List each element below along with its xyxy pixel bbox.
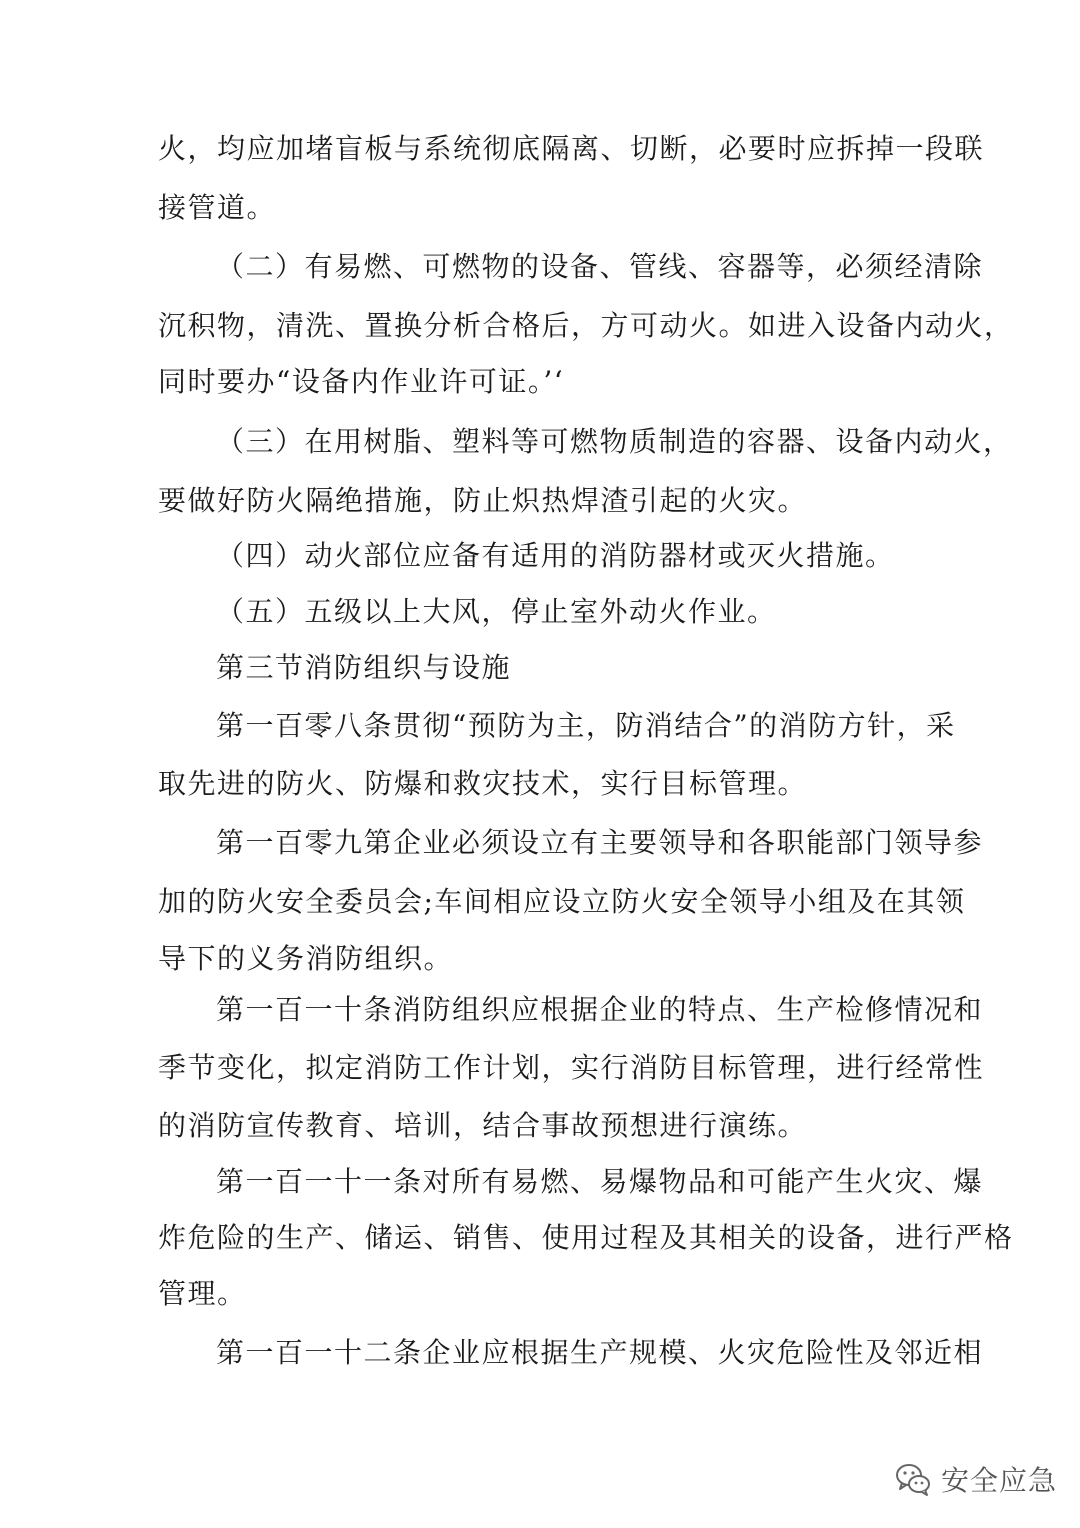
text-line: 第一百一十二条企业应根据生产规模、火灾危险性及邻近相 (216, 1336, 984, 1369)
text-line: 第一百一十条消防组织应根据企业的特点、生产检修情况和 (216, 993, 984, 1026)
text-line: 沉积物，清洗、置换分析合格后，方可动火。如进入设备内动火， (158, 309, 1014, 342)
watermark (893, 1457, 1057, 1501)
text-line: 的消防宣传教育、培训，结合事故预想进行演练。 (158, 1109, 808, 1142)
text-line: 炸危险的生产、储运、销售、使用过程及其相关的设备，进行严格 (158, 1221, 1014, 1254)
section-heading: 第三节消防组织与设施 (216, 651, 512, 684)
text-line: 火，均应加堵盲板与系统彻底隔离、切断，必要时应拆掉一段联 (158, 132, 985, 165)
text-line: 导下的义务消防组织。 (158, 942, 454, 975)
text-line: 第一百一十一条对所有易燃、易爆物品和可能产生火灾、爆 (216, 1165, 984, 1198)
text-line: 管理。 (158, 1277, 247, 1310)
text-line: 要做好防火隔绝措施，防止炽热焊渣引起的火灾。 (158, 484, 808, 517)
text-line: 接管道。 (158, 191, 277, 224)
text-line: 第一百零八条贯彻“预防为主，防消结合”的消防方针，采 (216, 709, 956, 742)
text-line: （二）有易燃、可燃物的设备、管线、容器等，必须经清除 (216, 250, 984, 283)
text-line: 同时要办“设备内作业许可证。’‘ (158, 365, 565, 398)
wechat-icon (893, 1459, 933, 1499)
text-line: 加的防火安全委员会;车间相应设立防火安全领导小组及在其领 (158, 885, 966, 918)
text-line: （五）五级以上大风，停止室外动火作业。 (216, 595, 777, 628)
text-line: 季节变化，拟定消防工作计划，实行消防目标管理，进行经常性 (158, 1051, 985, 1084)
text-line: （三）在用树脂、塑料等可燃物质制造的容器、设备内动火， (216, 425, 1013, 458)
text-line: 第一百零九第企业必须设立有主要领导和各职能部门领导参 (216, 826, 984, 859)
text-line: （四）动火部位应备有适用的消防器材或灭火措施。 (216, 539, 895, 572)
watermark-text: 安全应急 (941, 1464, 1058, 1497)
text-line: 取先进的防火、防爆和救灾技术，实行目标管理。 (158, 767, 808, 800)
